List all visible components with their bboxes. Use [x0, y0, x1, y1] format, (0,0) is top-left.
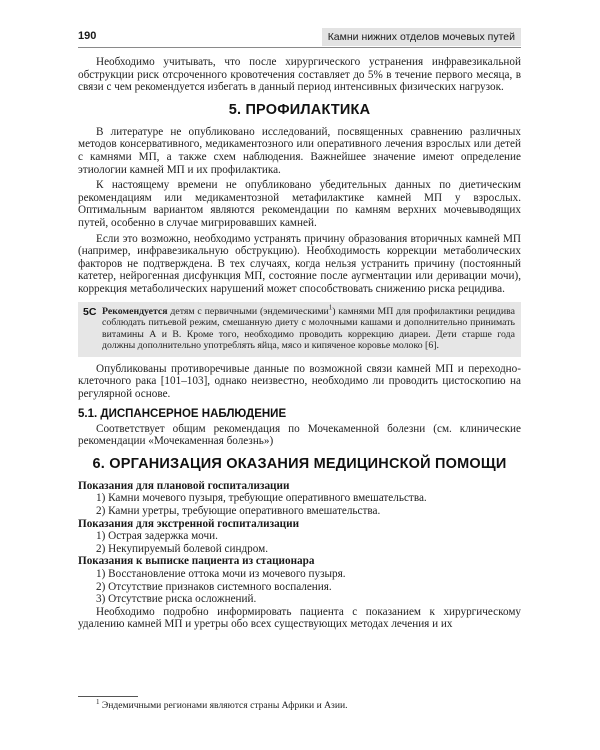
section-5-heading: 5. ПРОФИЛАКТИКА — [228, 101, 371, 118]
prevention-paragraph-2: К настоящему времени не опубликовано убедительных данных по диетическим рекомендациям или медикаментозной метафилактике камней МП у взрослых. Оптимальным вариантом являются рекомендации по камням верхних мочевыводящих путей, особенно в случае мигрировавших камней. — [78, 179, 521, 229]
running-title: Камни нижних отделов мочевых путей — [322, 28, 521, 46]
recommendation-text-part-1: детям с первичными (эндемическими — [167, 305, 329, 317]
prevention-paragraph-3: Если это возможно, необходимо устранять причину образования вторичных камней МП (например, инфравезикальную обструкцию). Необходимость коррекции метаболических факторов не подтверждена. В тех случаях, когда нельзя устранить причину (постоянный катетер, нейрогенная дисфункция МП, состояние после аугментации или деривации мочи), коррекция метаболических нарушений может способствовать снижению риска рецидива. — [78, 232, 521, 295]
recommendation-text-part-2: ) камнями МП для профилактики рецидива соблюдать питьевой режим, смешанную диету с молочными кашами и дополнительно принимать витамины А и В. Кроме того, необходимо проводить коррекцию диареи. Дети старше года должны дополнительно употреблять яйца, мясо и кипяченое коровье молоко [6]. — [102, 305, 516, 352]
indications-list — [78, 480, 521, 606]
follow-up-paragraph: Соответствует общим рекомендация по Мочекаменной болезни (см. клинические рекомендации «Мочекаменная болезнь») — [78, 422, 521, 448]
section-6-heading: 6. ОРГАНИЗАЦИЯ ОКАЗАНИЯ МЕДИЦИНСКОЙ ПОМОЩИ — [92, 455, 507, 472]
prevention-paragraph-1: В литературе не опубликовано исследований, посвященных сравнению различных методов консервативного, медикаментозного или оперативного лечения взрослых или детей с камнями МП, а также схем наблюдения. Важнейшее значение имеют определение этиологии камней МП и их профилактика. — [78, 125, 521, 176]
footnote-text: Эндемичными регионами являются страны Африки и Азии. — [99, 700, 348, 711]
running-header — [78, 28, 521, 46]
list-item: 1) Восстановление оттока мочи из мочевого пузыря. — [96, 568, 346, 580]
closing-paragraph: Необходимо подробно информировать пациента с показанием к хирургическому удалению камней МП и уретры обо всех существующих методах лечения и их — [78, 605, 521, 631]
section-5-1-heading: 5.1. ДИСПАНСЕРНОЕ НАБЛЮДЕНИЕ — [78, 407, 287, 420]
cancer-link-paragraph: Опубликованы противоречивые данные по возможной связи камней МП и переходно-клеточного рака [101–103], однако неизвестно, необходимо ли проводить цистоскопию на регулярной основе. — [78, 362, 521, 401]
list-item: 1) Камни мочевого пузыря, требующие оперативного вмешательства. — [96, 492, 427, 505]
list-item: 1) Острая задержка мочи. — [96, 530, 218, 543]
emergency-hospitalization-title: Показания для экстренной госпитализации — [78, 517, 300, 530]
evidence-level-badge: 5C — [83, 305, 97, 318]
intro-paragraph: Необходимо учитывать, что после хирургического устранения инфравезикальной обструкции риск отсроченного кровотечения составляет до 5% в течение первого месяца, в связи с чем рекомендуется избегать в данный период интенсивных физических нагрузок. — [78, 56, 521, 94]
page-number: 190 — [78, 30, 97, 42]
footnote-ref[interactable]: 1 — [328, 303, 333, 312]
recommendation-box — [78, 302, 521, 357]
planned-hospitalization-title: Показания для плановой госпитализации — [78, 479, 290, 492]
list-item: 2) Некупируемый болевой синдром. — [96, 542, 268, 555]
header-divider — [78, 47, 521, 48]
recommendation-lead: Рекомендуется — [102, 305, 168, 317]
page-body — [78, 56, 521, 634]
discharge-indications-title: Показания к выписке пациента из стационара — [78, 555, 315, 568]
footnote-divider — [78, 696, 138, 697]
recommendation-text — [102, 303, 516, 352]
list-item: 2) Камни уретры, требующие оперативного вмешательства. — [96, 505, 381, 518]
footnote-marker: 1 — [96, 697, 100, 706]
footnote — [96, 697, 348, 711]
list-item: 3) Отсутствие риска осложнений. — [96, 593, 257, 606]
list-item: 2) Отсутствие признаков системного воспаления. — [96, 580, 332, 593]
